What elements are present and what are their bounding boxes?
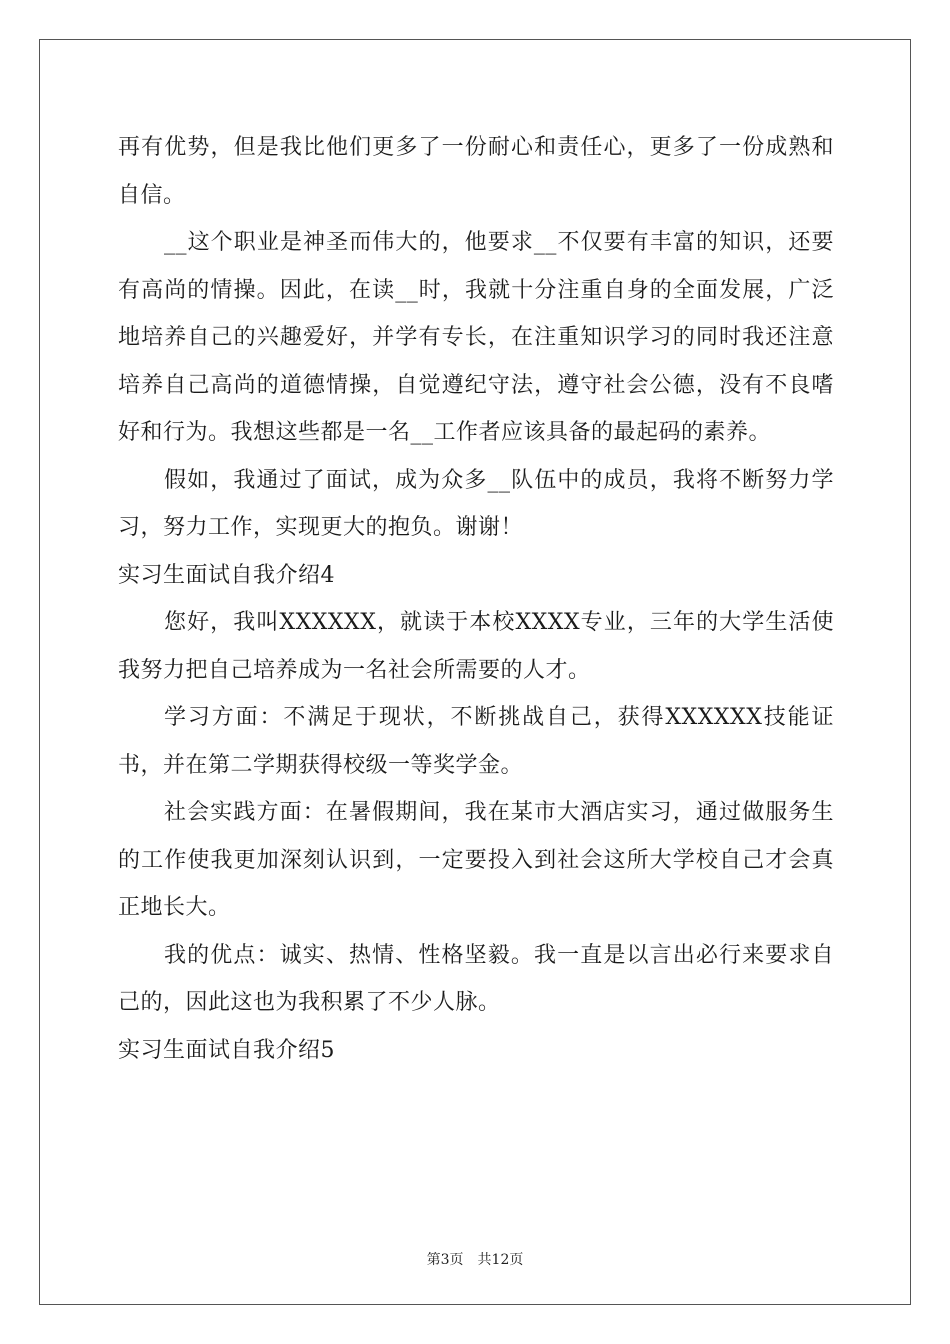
paragraph: 假如，我通过了面试，成为众多__队伍中的成员，我将不断努力学习，努力工作，实现更大的抱负。谢谢！ [118,467,834,540]
paragraph: __这个职业是神圣而伟大的，他要求__不仅要有丰富的知识，还要有高尚的情操。因此，在读__时，我就十分注重自身的全面发展，广泛地培养自己的兴趣爱好，并学有专长，在注重知识学习的同时我还注意培养自己高尚的道德情操，自觉遵纪守法，遵守社会公德，没有不良嗜好和行为。我想这些都是一名__工作者应该具备的最起码的素养。 [118,230,834,445]
document-body [118,124,834,1074]
page-number: 第3页 [426,1252,464,1268]
page-total: 共12页 [477,1252,524,1268]
page-footer [0,1249,950,1269]
paragraph: 再有优势，但是我比他们更多了一份耐心和责任心，更多了一份成熟和自信。 [118,135,834,208]
section-heading: 实习生面试自我介绍5 [118,1037,335,1063]
section-heading: 实习生面试自我介绍4 [118,562,335,588]
paragraph: 您好，我叫XXXXXX，就读于本校XXXX专业，三年的大学生活使我努力把自己培养成为一名社会所需要的人才。 [118,610,834,683]
paragraph: 我的优点：诚实、热情、性格坚毅。我一直是以言出必行来要求自己的，因此这也为我积累了不少人脉。 [118,942,834,1015]
paragraph: 社会实践方面：在暑假期间，我在某市大酒店实习，通过做服务生的工作使我更加深刻认识到，一定要投入到社会这所大学校自己才会真正地长大。 [118,800,834,920]
paragraph: 学习方面：不满足于现状，不断挑战自己，获得XXXXXX技能证书，并在第二学期获得校级一等奖学金。 [118,705,834,778]
